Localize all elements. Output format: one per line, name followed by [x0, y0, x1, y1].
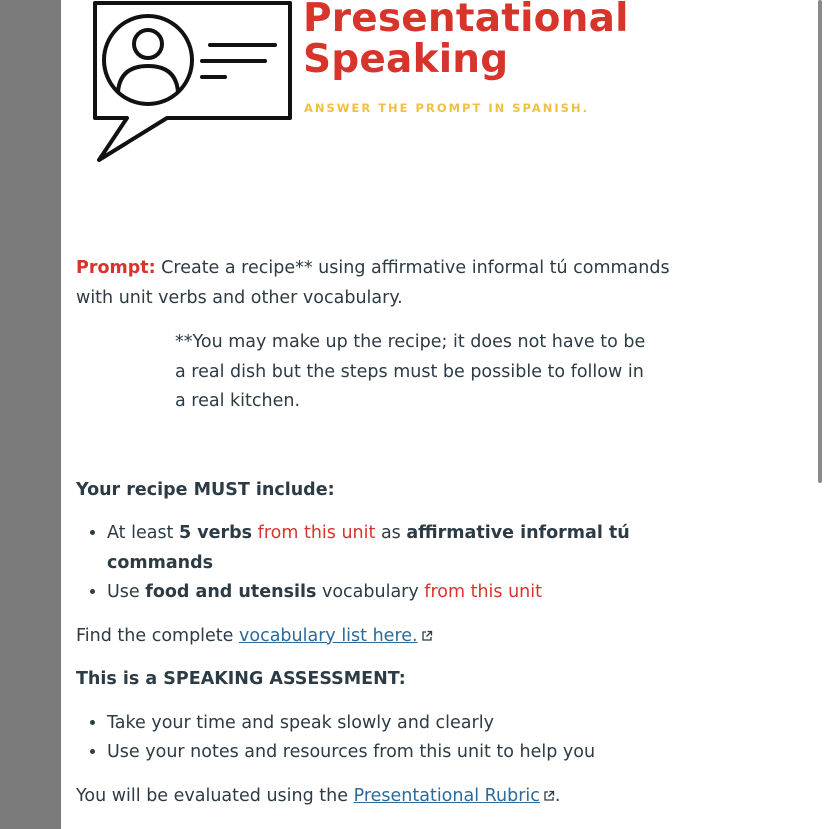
requirements-heading: Your recipe MUST include:	[76, 479, 335, 500]
banner-title-line-2: Speaking	[303, 37, 509, 82]
external-link-icon	[421, 630, 433, 642]
vocabulary-list-link[interactable]: vocabulary list here.	[239, 625, 418, 646]
assessment-item: • Use your notes and resources from this unit to help you	[107, 738, 676, 768]
prompt-label: Prompt:	[76, 258, 156, 278]
banner-subtitle: ANSWER THE PROMPT IN SPANISH.	[304, 101, 589, 115]
requirements-list	[76, 519, 676, 608]
assessment-heading: This is a SPEAKING ASSESSMENT:	[76, 669, 406, 689]
external-link-icon	[543, 790, 555, 802]
rubric-suffix: .	[554, 785, 561, 806]
banner-title-line-1: Presentational	[303, 0, 629, 41]
recipe-note: **You may make up the recipe; it does not have to be a real dish but the steps must be possible to follow in a real kitchen.	[175, 332, 646, 411]
rubric-text: You will be evaluated using the	[76, 785, 354, 806]
rubric-paragraph	[76, 782, 676, 812]
banner-title	[303, 0, 629, 80]
req1-bold-a: 5 verbs	[178, 523, 253, 543]
req2-text-a: Use	[107, 582, 146, 602]
presentational-speaking-banner	[61, 0, 813, 200]
presentational-rubric-link[interactable]: Presentational Rubric	[353, 785, 540, 806]
requirement-verbs	[107, 519, 676, 578]
person-speech-bubble-icon	[85, 0, 300, 165]
vertical-scrollbar[interactable]	[813, 0, 828, 829]
req1-text-b: as	[375, 523, 407, 543]
req1-red: from this unit	[252, 523, 376, 543]
prompt-text: Create a recipe** using affirmative informal tú commands with unit verbs and other vocabulary.	[76, 258, 670, 308]
req2-bold: food and utensils	[145, 582, 317, 602]
content-page	[61, 0, 813, 829]
scrollbar-thumb[interactable]	[818, 0, 822, 483]
req2-red: from this unit	[424, 582, 542, 602]
assignment-body	[76, 254, 676, 811]
assessment-list	[76, 709, 676, 768]
assessment-item: • Take your time and speak slowly and clearly	[107, 709, 676, 739]
vocab-paragraph	[76, 622, 676, 652]
req2-text-b: vocabulary	[316, 582, 425, 602]
requirement-vocabulary	[107, 578, 676, 608]
req1-text-a: At least	[107, 523, 179, 543]
req1-bold-b: affirmative informal tú commands	[107, 523, 630, 573]
vocab-text: Find the complete	[76, 625, 240, 646]
prompt-paragraph	[76, 254, 676, 313]
